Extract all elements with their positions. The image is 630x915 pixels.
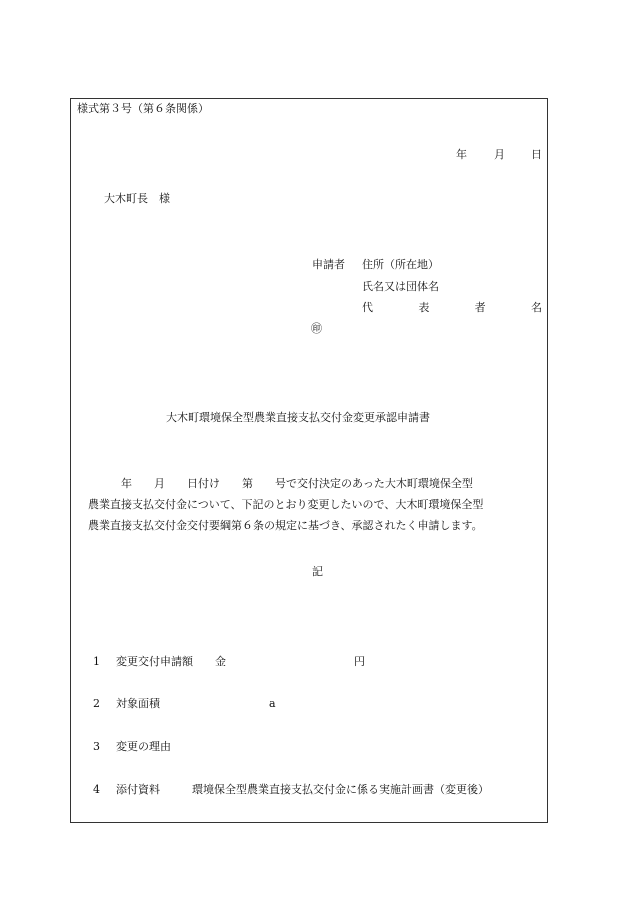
- item-number: 4: [93, 783, 100, 796]
- item-label: 変更交付申請額: [116, 655, 193, 668]
- date-day: 日: [531, 148, 542, 161]
- date-month: 月: [494, 148, 505, 161]
- rep-char: 者: [474, 301, 486, 314]
- form-frame: [70, 98, 548, 823]
- applicant-label: 申請者: [312, 258, 345, 271]
- body-line: 農業直接支払交付金について、下記のとおり変更したいので、大木町環境保全型: [88, 498, 484, 511]
- amount-suffix: 円: [354, 655, 365, 668]
- body-line: 農業直接支払交付金交付要綱第６条の規定に基づき、承認されたく申請します。: [88, 519, 483, 532]
- ki-heading: 記: [312, 565, 323, 578]
- area-unit: a: [269, 697, 276, 710]
- item-number: 2: [93, 697, 100, 710]
- applicant-address: 住所（所在地）: [362, 258, 439, 271]
- representative-name: [362, 301, 542, 315]
- attachment-value: 環境保全型農業直接支払交付金に係る実施計画書（変更後）: [192, 783, 489, 796]
- body-line: 年 月 日付け 第 号で交付決定のあった大木町環境保全型: [88, 477, 473, 490]
- body-paragraph: [88, 473, 546, 536]
- item-label: 変更の理由: [116, 740, 171, 753]
- date-year: 年: [456, 148, 467, 161]
- item-label: 添付資料: [116, 783, 160, 796]
- amount-prefix: 金: [215, 655, 226, 668]
- form-number: 様式第３号（第６条関係）: [77, 102, 209, 115]
- item-label: 対象面積: [116, 697, 160, 710]
- seal-mark: ㊞: [311, 322, 322, 335]
- item-number: 3: [93, 740, 100, 753]
- applicant-name: 氏名又は団体名: [362, 280, 439, 293]
- rep-char: 表: [418, 301, 430, 314]
- document-title: 大木町環境保全型農業直接支払交付金変更承認申請書: [166, 411, 430, 424]
- item-number: 1: [93, 655, 100, 668]
- rep-char: 代: [362, 301, 373, 314]
- addressee: 大木町長 様: [104, 192, 170, 205]
- rep-char: 名: [530, 301, 542, 314]
